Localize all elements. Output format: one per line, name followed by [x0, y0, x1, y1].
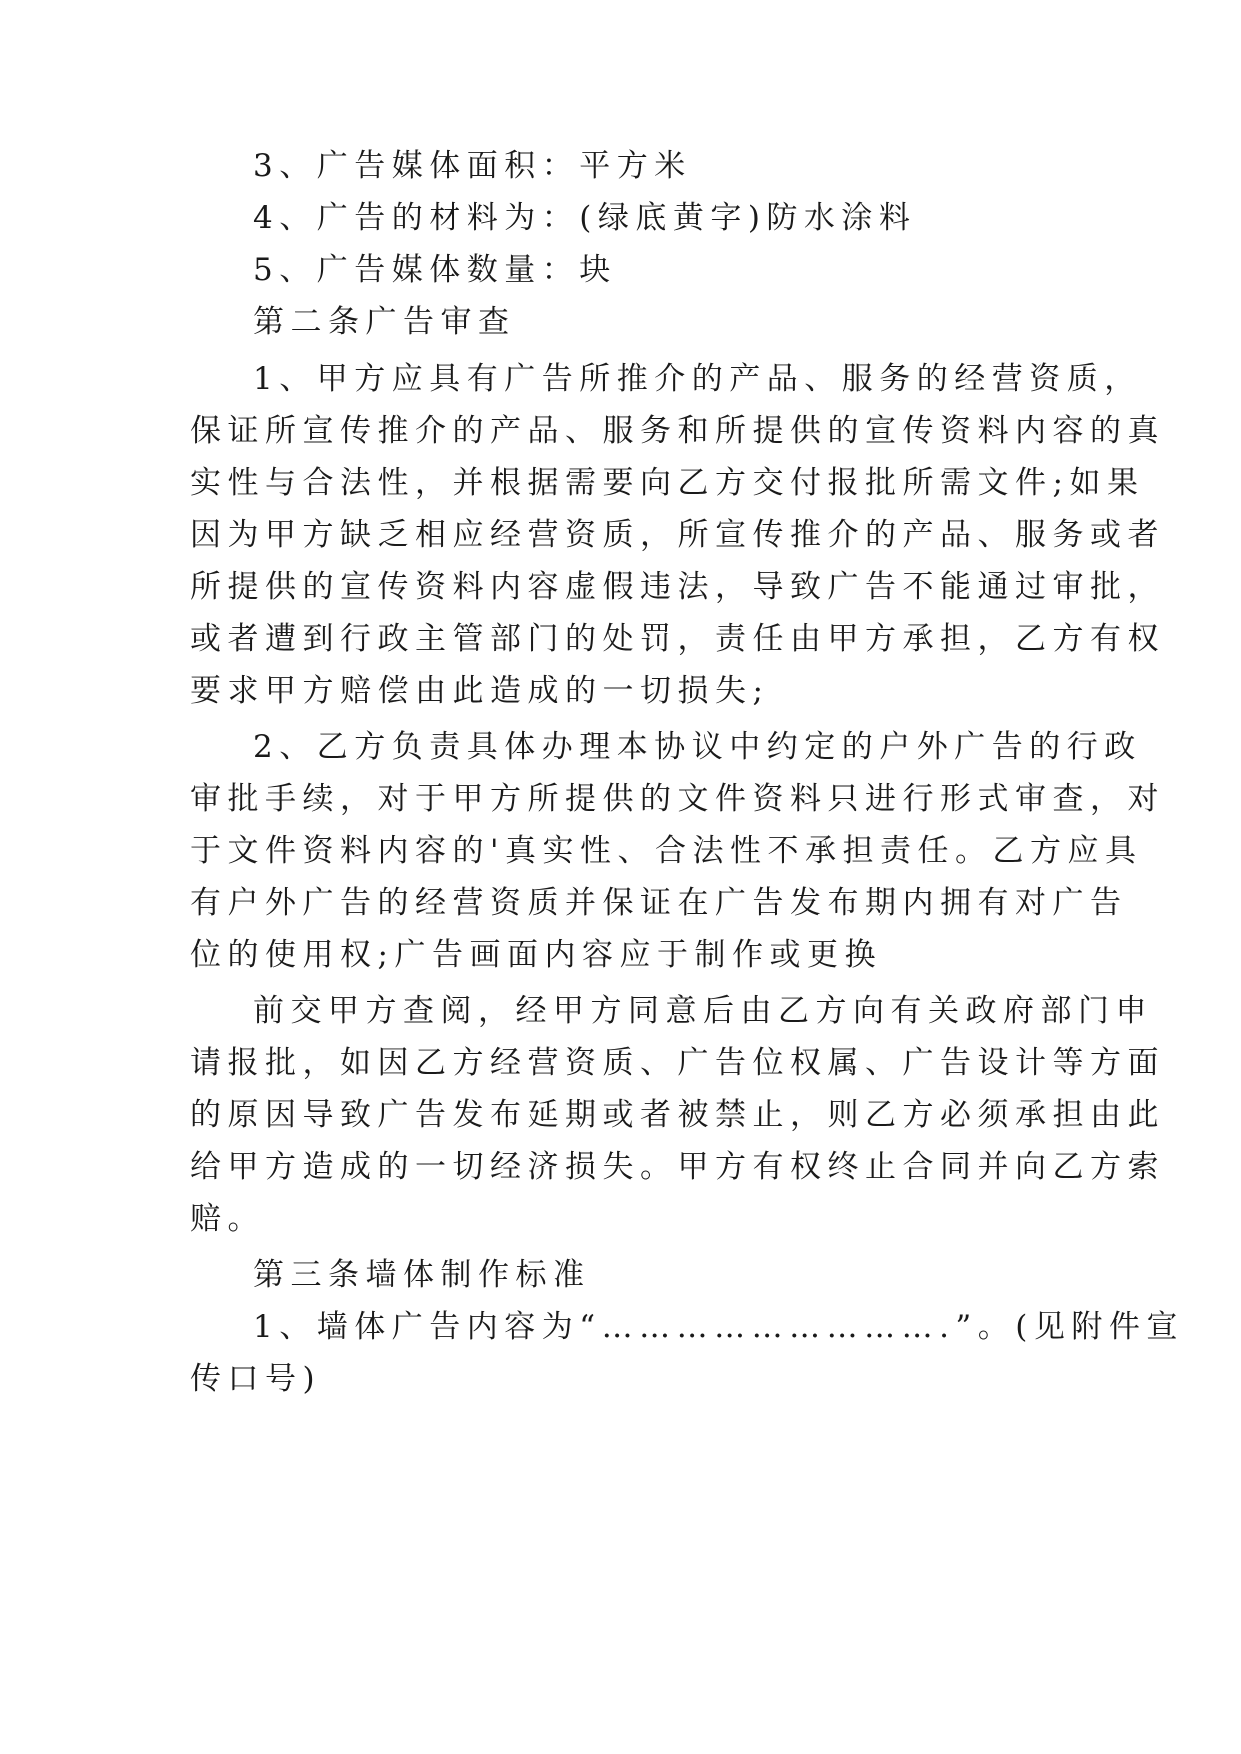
text-line: 3、广告媒体面积：平方米	[253, 148, 692, 184]
text-line: 1、甲方应具有广告所推介的产品、服务的经营资质，	[253, 361, 1142, 397]
text-line: 因为甲方缺乏相应经营资质，所宣传推介的产品、服务或者	[190, 517, 1165, 553]
text-line: 赔。	[190, 1201, 265, 1237]
text-line: 2、乙方负责具体办理本协议中约定的户外广告的行政	[253, 729, 1142, 765]
text-line: 1、墙体广告内容为“……………………….”。(见附件宣	[253, 1309, 1184, 1345]
text-line: 5、广告媒体数量：块	[253, 252, 617, 288]
text-line: 审批手续，对于甲方所提供的文件资料只进行形式审查，对	[190, 781, 1165, 817]
section-heading: 第二条广告审查	[253, 304, 516, 340]
section-heading: 第三条墙体制作标准	[253, 1257, 591, 1293]
text-line: 位的使用权;广告画面内容应于制作或更换	[190, 937, 882, 973]
text-line: 或者遭到行政主管部门的处罚，责任由甲方承担，乙方有权	[190, 621, 1165, 657]
text-line: 传口号)	[190, 1361, 322, 1397]
text-line: 有户外广告的经营资质并保证在广告发布期内拥有对广告	[190, 885, 1128, 921]
text-line: 的原因导致广告发布延期或者被禁止，则乙方必须承担由此	[190, 1097, 1165, 1133]
text-line: 保证所宣传推介的产品、服务和所提供的宣传资料内容的真	[190, 413, 1165, 449]
text-line: 4、广告的材料为：(绿底黄字)防水涂料	[253, 200, 917, 236]
text-line: 给甲方造成的一切经济损失。甲方有权终止合同并向乙方索	[190, 1149, 1165, 1185]
text-line: 请报批，如因乙方经营资质、广告位权属、广告设计等方面	[190, 1045, 1165, 1081]
text-line: 于文件资料内容的'真实性、合法性不承担责任。乙方应具	[190, 833, 1143, 869]
text-line: 要求甲方赔偿由此造成的一切损失;	[190, 673, 770, 709]
text-line: 前交甲方查阅，经甲方同意后由乙方向有关政府部门申	[253, 993, 1153, 1029]
text-line: 实性与合法性，并根据需要向乙方交付报批所需文件;如果	[190, 465, 1145, 501]
text-line: 所提供的宣传资料内容虚假违法，导致广告不能通过审批，	[190, 569, 1165, 605]
